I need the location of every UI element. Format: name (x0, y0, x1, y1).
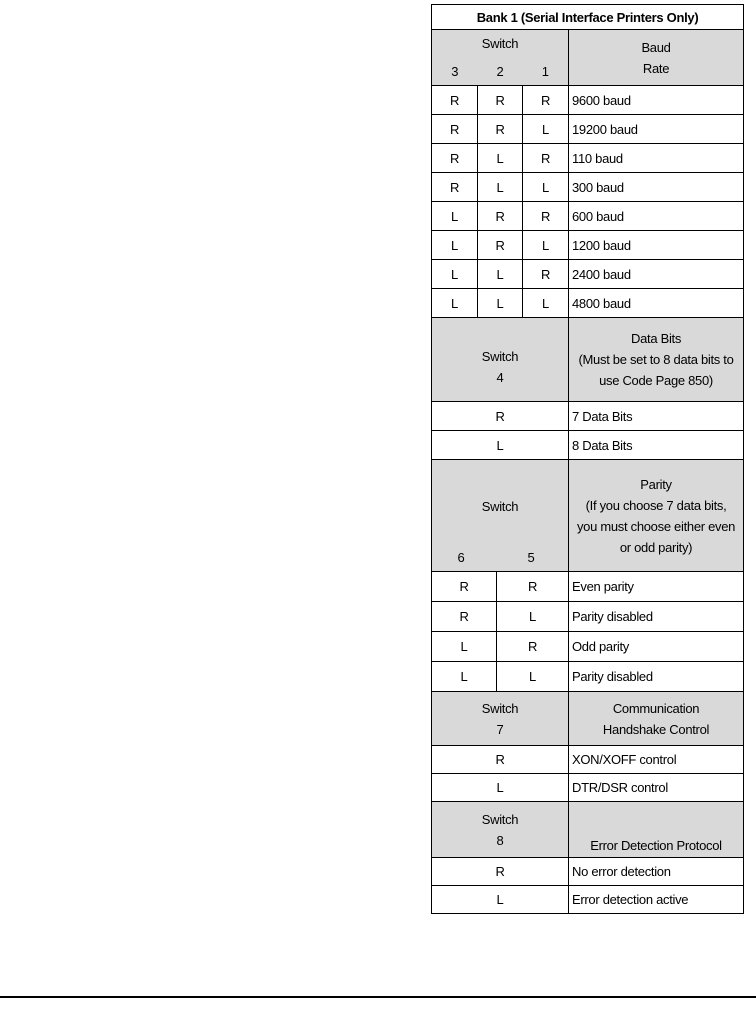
parity-switch5-value: L (529, 609, 536, 624)
baud-switch2-value: L (478, 144, 523, 173)
baud-switch3-value: R (432, 115, 478, 144)
table-row (432, 86, 744, 115)
switch-number-1: 1 (523, 58, 569, 86)
error-switch-header (432, 802, 569, 858)
data-bits-value: 8 Data Bits (569, 431, 744, 460)
table-row (432, 402, 744, 431)
table-row (432, 572, 744, 602)
data-bits-switch-number: 4 (496, 369, 504, 385)
data-bits-header-line2: (Must be set to 8 data bits to (578, 352, 734, 367)
baud-rate-value: 2400 baud (569, 260, 744, 289)
table-row (432, 289, 744, 318)
data-bits-value: 7 Data Bits (569, 402, 744, 431)
parity-value: Parity disabled (569, 662, 744, 692)
handshake-switch-header (432, 692, 569, 746)
baud-rate-value: 600 baud (569, 202, 744, 231)
data-bits-header-line3: use Code Page 850) (599, 373, 713, 388)
data-bits-switch4-value: L (432, 431, 569, 460)
switch-number-3: 3 (432, 58, 478, 86)
parity-header-line1: Parity (640, 476, 672, 492)
handshake-value: XON/XOFF control (569, 746, 744, 774)
baud-switch1-value: L (523, 231, 569, 260)
parity-switch5-value: R (527, 579, 538, 594)
parity-switch5-value: R (527, 639, 538, 654)
parity-switch-values (432, 632, 569, 662)
table-row (432, 431, 744, 460)
parity-value: Parity disabled (569, 602, 744, 632)
parity-switch-label: Switch (432, 460, 569, 516)
parity-switch-values (432, 602, 569, 632)
parity-switch6-value: L (432, 632, 497, 661)
parity-value: Odd parity (569, 632, 744, 662)
table-row (432, 632, 744, 662)
data-bits-header (569, 318, 744, 402)
parity-switch6-value: R (432, 602, 497, 631)
parity-header-line4: or odd parity) (619, 539, 693, 555)
baud-switch1-value: L (523, 173, 569, 202)
baud-switch2-value: R (478, 86, 523, 115)
parity-switch6-value: L (432, 662, 497, 691)
handshake-switch-label: Switch (481, 700, 519, 716)
switch-number-2: 2 (478, 58, 523, 86)
data-bits-switch-header (432, 318, 569, 402)
error-detection-value: No error detection (569, 858, 744, 886)
page-bottom-rule (0, 996, 756, 998)
baud-switch2-value: R (478, 231, 523, 260)
baud-switch3-value: R (432, 173, 478, 202)
table-row (432, 115, 744, 144)
baud-switch1-value: R (523, 86, 569, 115)
handshake-switch7-value: L (432, 774, 569, 802)
table-row (432, 173, 744, 202)
baud-switch3-value: L (432, 231, 478, 260)
table-row (432, 746, 744, 774)
table-row (432, 202, 744, 231)
table-title: Bank 1 (Serial Interface Printers Only) (432, 5, 744, 30)
parity-header (569, 460, 744, 572)
baud-switch-label: Switch (432, 30, 569, 58)
switch-number-5: 5 (527, 550, 535, 565)
baud-switch1-value: L (523, 115, 569, 144)
handshake-header-line1: Communication (612, 700, 700, 716)
baud-switch3-value: R (432, 144, 478, 173)
handshake-switch-number: 7 (496, 721, 504, 737)
parity-header-line2: (If you choose 7 data bits, (585, 497, 727, 513)
baud-rate-value: 300 baud (569, 173, 744, 202)
baud-rate-value: 4800 baud (569, 289, 744, 318)
baud-rate-value: 19200 baud (569, 115, 744, 144)
baud-switch1-value: R (523, 202, 569, 231)
handshake-switch7-value: R (432, 746, 569, 774)
baud-switch3-value: L (432, 202, 478, 231)
error-detection-value: Error detection active (569, 886, 744, 914)
table-row (432, 886, 744, 914)
baud-header-line1: Baud (641, 39, 671, 55)
baud-rate-value: 9600 baud (569, 86, 744, 115)
error-switch-label: Switch (481, 811, 519, 827)
error-detection-header: Error Detection Protocol (569, 802, 744, 858)
baud-header-line2: Rate (642, 60, 670, 76)
baud-switch1-value: R (523, 144, 569, 173)
baud-switch2-value: R (478, 202, 523, 231)
data-bits-header-line1: Data Bits (631, 331, 682, 346)
baud-rate-header (569, 30, 744, 86)
parity-value: Even parity (569, 572, 744, 602)
parity-switch-numbers (432, 516, 569, 572)
baud-switch3-value: L (432, 289, 478, 318)
baud-rate-value: 110 baud (569, 144, 744, 173)
error-switch-number: 8 (496, 832, 504, 848)
baud-switch2-value: L (478, 289, 523, 318)
table-row (432, 231, 744, 260)
baud-rate-value: 1200 baud (569, 231, 744, 260)
baud-switch2-value: L (478, 173, 523, 202)
table-row (432, 858, 744, 886)
handshake-value: DTR/DSR control (569, 774, 744, 802)
baud-switch1-value: R (523, 260, 569, 289)
bank1-switch-table (431, 4, 744, 914)
table-row (432, 662, 744, 692)
parity-switch-values (432, 662, 569, 692)
data-bits-switch4-value: R (432, 402, 569, 431)
table-row (432, 774, 744, 802)
handshake-header-line2: Handshake Control (602, 721, 710, 737)
error-switch8-value: L (432, 886, 569, 914)
baud-switch3-value: L (432, 260, 478, 289)
baud-switch3-value: R (432, 86, 478, 115)
baud-switch2-value: L (478, 260, 523, 289)
table-row (432, 144, 744, 173)
data-bits-switch-label: Switch (481, 348, 519, 364)
parity-switch-values (432, 572, 569, 602)
error-switch8-value: R (432, 858, 569, 886)
switch-number-6: 6 (457, 550, 465, 565)
baud-switch2-value: R (478, 115, 523, 144)
parity-switch5-value: L (529, 669, 536, 684)
table-row (432, 602, 744, 632)
table-row (432, 260, 744, 289)
parity-switch6-value: R (432, 572, 497, 601)
parity-header-line3: you must choose either even (576, 518, 736, 534)
handshake-header (569, 692, 744, 746)
baud-switch1-value: L (523, 289, 569, 318)
